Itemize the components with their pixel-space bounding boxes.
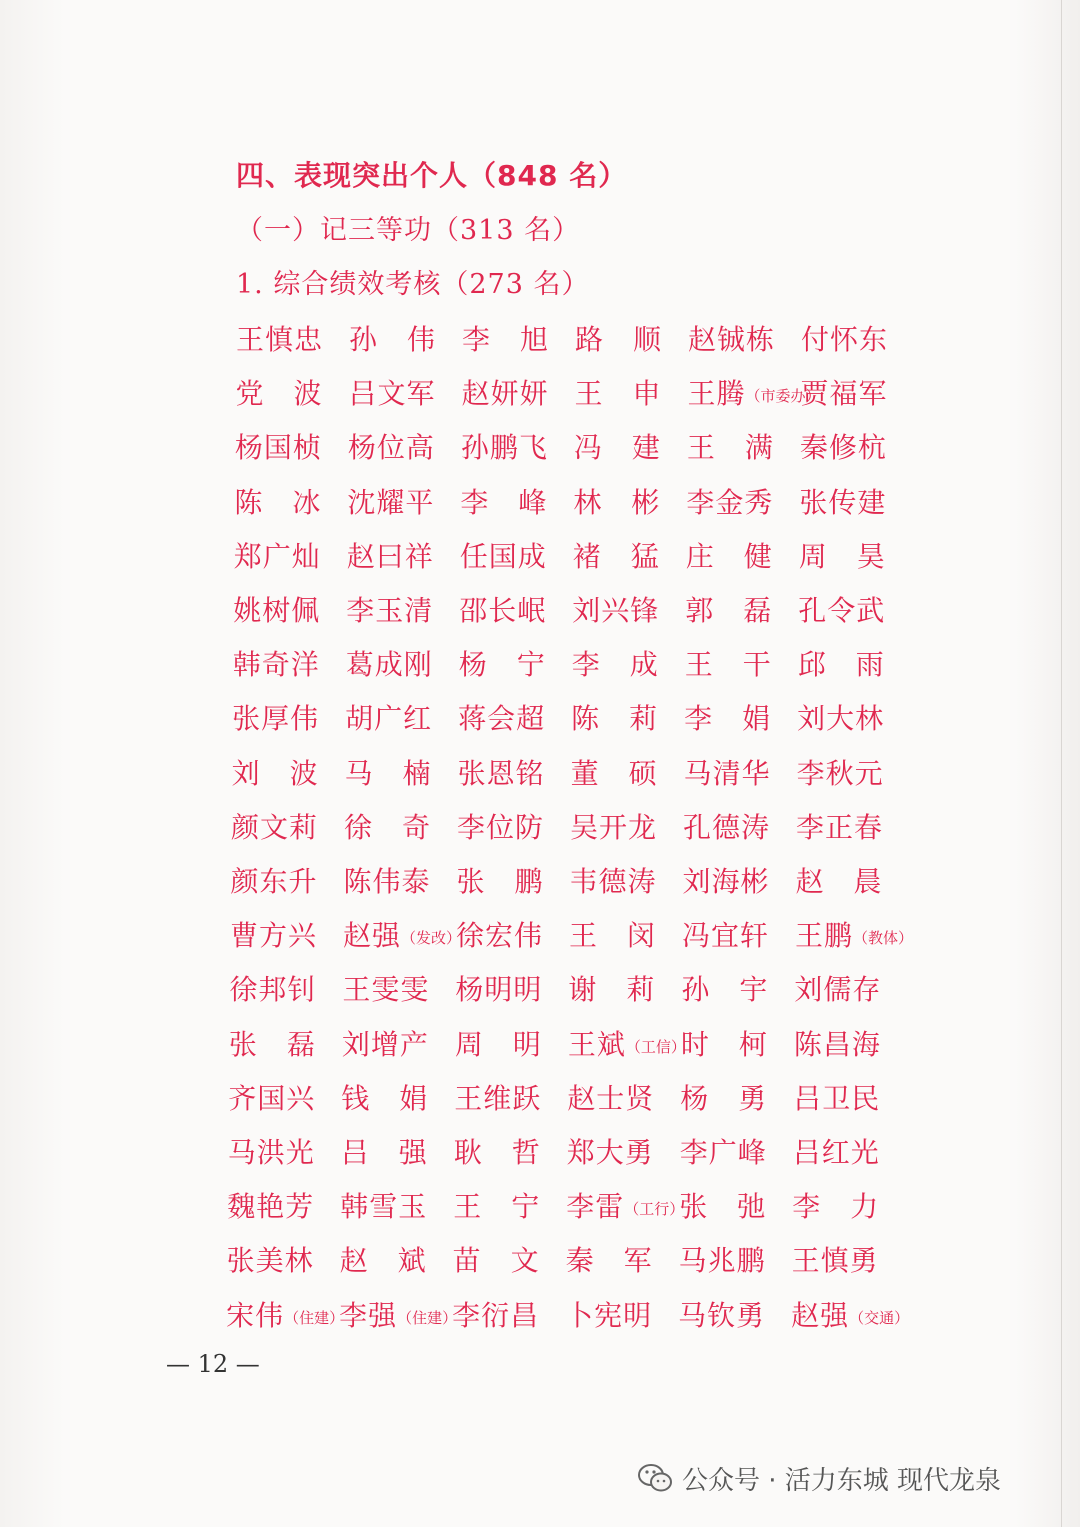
person-name (679, 1187, 766, 1227)
category-title: 1. 综合绩效考核（273 名） (236, 269, 590, 300)
person-name (793, 1079, 880, 1119)
person-name-text: 张 鹏 (456, 865, 544, 898)
person-name (461, 428, 548, 468)
person-name (349, 320, 436, 360)
person-name (454, 1079, 541, 1119)
name-row (232, 699, 992, 739)
person-name (460, 483, 547, 523)
person-name (347, 537, 434, 577)
person-name-text: 张美林 (226, 1244, 314, 1278)
person-name-text: 赵 斌 (339, 1244, 427, 1278)
person-name-text: 刘 波 (231, 756, 319, 790)
person-name-text: 陈伟泰 (343, 865, 431, 898)
wechat-icon (638, 1463, 672, 1493)
person-name-text: 周 昊 (798, 539, 886, 573)
name-row (230, 916, 990, 956)
person-name (684, 754, 771, 794)
person-name (799, 537, 886, 577)
person-name (341, 1133, 428, 1173)
person-name (233, 645, 320, 685)
person-name (234, 537, 321, 577)
person-name-text: 杨位高 (347, 431, 435, 465)
unit-note: （教体） (852, 929, 913, 948)
person-name-text: 郭 磊 (685, 594, 773, 627)
person-name-text: 孔德涛 (683, 810, 771, 844)
person-name-text: 林 彬 (573, 485, 661, 519)
person-name (794, 970, 881, 1010)
name-row (231, 808, 991, 848)
person-name (232, 754, 319, 794)
person-name-text: 王 宁 (453, 1190, 541, 1224)
name-row (229, 1025, 989, 1065)
person-name-text: 钱 娟 (341, 1081, 429, 1115)
name-row (235, 374, 995, 414)
person-name-text: 周 明 (454, 1027, 542, 1061)
name-row (227, 1241, 987, 1281)
person-name (569, 916, 656, 956)
person-name (798, 591, 885, 631)
person-name (681, 970, 768, 1010)
person-name-text: 李 娟 (684, 702, 772, 736)
name-row (236, 320, 996, 360)
person-name-text: 孙 宇 (681, 973, 769, 1007)
person-name-text: 葛成刚 (345, 648, 433, 682)
person-name-text: 胡广红 (345, 702, 433, 736)
name-row (226, 1296, 986, 1336)
person-name (456, 916, 543, 956)
person-name (792, 1241, 879, 1281)
person-name-text: 陈 莉 (571, 702, 659, 736)
person-name-text: 李雷 (566, 1190, 625, 1224)
person-name-text: 陈 冰 (234, 485, 322, 519)
person-name (226, 1296, 344, 1338)
person-name (341, 1079, 428, 1119)
person-name (574, 428, 661, 468)
person-name (458, 699, 545, 739)
person-name (574, 374, 661, 414)
person-name (794, 1025, 881, 1065)
person-name (457, 808, 544, 848)
person-name (791, 1296, 909, 1338)
person-name-text: 邵长岷 (459, 594, 547, 627)
person-name-text: 李正春 (796, 810, 884, 844)
person-name (793, 1133, 880, 1173)
person-name-text: 孔令武 (798, 594, 886, 627)
person-name (455, 970, 542, 1010)
person-name-text: 刘兴锋 (572, 594, 660, 627)
person-name-text: 秦 军 (565, 1244, 653, 1278)
person-name-text: 刘海彬 (682, 865, 770, 898)
person-name-text: 刘增产 (341, 1027, 429, 1061)
person-name (228, 1133, 315, 1173)
person-name-text: 杨 勇 (680, 1081, 768, 1115)
person-name (571, 699, 658, 739)
person-name-text: 张 弛 (679, 1190, 767, 1224)
person-name (346, 591, 433, 631)
person-name (339, 1296, 457, 1338)
person-name-text: 赵强 (342, 919, 401, 953)
person-name (458, 754, 545, 794)
person-name (342, 1025, 429, 1065)
person-name (795, 916, 913, 958)
person-name-text: 沈耀平 (347, 485, 435, 519)
person-name (571, 754, 658, 794)
person-name (462, 320, 549, 360)
person-name-text: 邱 雨 (797, 648, 885, 682)
person-name-text: 王 满 (686, 431, 774, 465)
person-name (232, 699, 319, 739)
person-name-text: 颜东升 (230, 865, 318, 898)
person-name (685, 591, 772, 631)
person-name-text: 李玉清 (346, 594, 434, 627)
person-name-text: 杨 宁 (458, 648, 546, 682)
person-name (688, 320, 775, 360)
person-name-text: 王 申 (574, 377, 662, 411)
person-name-text: 褚 猛 (572, 539, 660, 573)
person-name (227, 1187, 314, 1227)
person-name-text: 韩奇洋 (232, 648, 320, 682)
person-name-text: 颜文莉 (231, 810, 319, 844)
name-row (228, 1079, 988, 1119)
person-name (680, 1133, 767, 1173)
person-name-text: 郑广灿 (233, 539, 321, 573)
person-name-text: 魏艳芳 (227, 1190, 315, 1224)
person-name-text: 王鹏 (794, 919, 853, 953)
person-name (229, 1025, 316, 1065)
person-name-text: 张恩铭 (457, 756, 545, 790)
unit-note: （工信） (625, 1037, 686, 1056)
person-name-text: 任国成 (459, 539, 547, 573)
person-name (345, 699, 432, 739)
person-name (568, 970, 655, 1010)
name-row (235, 428, 995, 468)
name-row (233, 591, 993, 631)
watermark-text: 公众号 · 活力东城 现代龙泉 (682, 1465, 1002, 1496)
person-name (566, 1241, 653, 1281)
person-name-text: 贾福军 (800, 377, 888, 411)
person-name (227, 1241, 314, 1281)
name-row (228, 1133, 988, 1173)
person-name (684, 699, 771, 739)
person-name (347, 483, 434, 523)
person-name-text: 冯宜轩 (681, 919, 769, 953)
person-name (455, 1025, 542, 1065)
person-name-text: 李 峰 (460, 485, 548, 519)
person-name-text: 齐国兴 (228, 1081, 316, 1115)
person-name (801, 320, 888, 360)
person-name-text: 赵铖栋 (688, 323, 776, 356)
person-name (342, 970, 429, 1010)
person-name-text: 赵妍妍 (461, 377, 549, 411)
person-name-text: 王腾 (687, 377, 746, 411)
person-name-text: 卜宪明 (565, 1298, 653, 1332)
person-name (683, 862, 770, 902)
person-name (343, 916, 461, 958)
person-name (566, 1187, 684, 1229)
section-title: 四、表现突出个人（848 名） (236, 159, 628, 192)
person-name-text: 赵士贤 (567, 1081, 655, 1115)
person-name (686, 537, 773, 577)
person-name (573, 483, 660, 523)
unit-note: （市委办） (745, 387, 821, 406)
person-name (344, 862, 431, 902)
person-name-text: 吕 强 (340, 1136, 428, 1169)
person-name-text: 姚树佩 (233, 594, 321, 627)
person-name-text: 吕文军 (348, 377, 436, 411)
person-name-text: 吕红光 (792, 1136, 880, 1169)
person-name-text: 王雯雯 (342, 973, 430, 1007)
person-name (460, 537, 547, 577)
page-number: — 12 — (166, 1350, 260, 1378)
person-name-text: 马 楠 (344, 756, 432, 790)
person-name-text: 吕卫民 (793, 1081, 881, 1115)
person-name-text: 李位防 (457, 810, 545, 844)
name-row (233, 645, 993, 685)
watermark (638, 1456, 1001, 1500)
person-name-text: 徐宏伟 (455, 919, 543, 953)
person-name-text: 张 磊 (228, 1027, 316, 1061)
person-name (797, 699, 884, 739)
person-name (687, 428, 774, 468)
person-name-text: 宋伟 (226, 1298, 285, 1332)
person-name (565, 1296, 652, 1336)
person-name (453, 1187, 540, 1227)
person-name-text: 李金秀 (686, 485, 774, 519)
person-name-text: 张传建 (799, 485, 887, 519)
person-name (452, 1296, 539, 1336)
person-name (570, 808, 657, 848)
person-name-text: 马兆鹏 (678, 1244, 766, 1278)
person-name (796, 808, 883, 848)
person-name-text: 谢 莉 (568, 973, 656, 1007)
person-name-text: 李 成 (571, 648, 659, 682)
person-name (685, 645, 772, 685)
person-name (231, 808, 318, 848)
person-name (340, 1241, 427, 1281)
subsection-title: （一）记三等功（313 名） (236, 215, 581, 246)
person-name-text: 王慎勇 (791, 1244, 879, 1278)
person-name-text: 李广峰 (679, 1136, 767, 1169)
person-name-text: 徐 奇 (344, 810, 432, 844)
person-name (230, 916, 317, 956)
person-name (679, 1241, 766, 1281)
person-name-text: 孙鹏飞 (460, 431, 548, 465)
person-name-text: 党 波 (235, 377, 323, 411)
person-name-text: 徐邦钊 (229, 973, 317, 1007)
person-name (231, 862, 318, 902)
person-name-text: 李衍昌 (452, 1298, 540, 1332)
name-row (234, 483, 994, 523)
person-name-text: 刘儒存 (794, 973, 882, 1007)
name-row (229, 970, 989, 1010)
person-name (570, 862, 657, 902)
unit-note: （工行） (624, 1200, 685, 1219)
unit-note: （住建） (397, 1308, 458, 1327)
person-name-text: 刘大林 (797, 702, 885, 736)
person-name-text: 李 力 (792, 1190, 880, 1224)
person-name (234, 483, 321, 523)
person-name-text: 吴开龙 (570, 810, 658, 844)
person-name-text: 马洪光 (227, 1136, 315, 1169)
person-name (235, 428, 322, 468)
person-name-text: 路 顺 (575, 323, 663, 356)
person-name-text: 赵 晨 (795, 865, 883, 898)
unit-note: （住建） (284, 1308, 345, 1327)
person-name (573, 537, 660, 577)
person-name-text: 韦德涛 (569, 865, 657, 898)
person-name-text: 时 柯 (680, 1027, 768, 1061)
person-name-text: 赵曰祥 (346, 539, 434, 573)
person-name (459, 591, 546, 631)
person-name (792, 1187, 879, 1227)
person-name (233, 591, 320, 631)
person-name (683, 808, 770, 848)
person-name (678, 1296, 765, 1336)
person-name-text: 耿 哲 (453, 1136, 541, 1169)
person-name (682, 916, 769, 956)
person-name (567, 1079, 654, 1119)
person-name (567, 1133, 654, 1173)
person-name (681, 1025, 768, 1065)
person-name (572, 645, 659, 685)
person-name-text: 王维跃 (454, 1081, 542, 1115)
person-name (686, 483, 773, 523)
person-name-text: 蒋会超 (458, 702, 546, 736)
person-name-text: 秦修杭 (799, 431, 887, 465)
person-name (348, 374, 435, 414)
name-row (234, 537, 994, 577)
person-name-text: 韩雪玉 (340, 1190, 428, 1224)
person-name-text: 马清华 (683, 756, 771, 790)
person-name-text: 赵强 (791, 1298, 850, 1332)
person-name (236, 320, 323, 360)
person-name (344, 808, 431, 848)
person-name-text: 杨明明 (455, 973, 543, 1007)
person-name (798, 645, 885, 685)
person-name (680, 1079, 767, 1119)
person-name-text: 董 硕 (570, 756, 658, 790)
person-name (340, 1187, 427, 1227)
person-name-text: 曹方兴 (229, 919, 317, 953)
person-name-text: 王斌 (567, 1027, 626, 1061)
person-name-text: 李秋元 (796, 756, 884, 790)
person-name (796, 862, 883, 902)
person-name (457, 862, 544, 902)
person-name-text: 王慎忠 (236, 323, 324, 356)
person-name (575, 320, 662, 360)
person-name-text: 冯 建 (573, 431, 661, 465)
name-row (231, 862, 991, 902)
person-name-text: 王 闵 (568, 919, 656, 953)
person-name (797, 754, 884, 794)
person-name-text: 苗 文 (452, 1244, 540, 1278)
person-name (799, 483, 886, 523)
unit-note: （发改） (400, 929, 461, 948)
name-row (232, 754, 992, 794)
unit-note: （交通） (849, 1308, 910, 1327)
person-name (229, 970, 316, 1010)
person-name (453, 1241, 540, 1281)
person-name-text: 孙 伟 (349, 323, 437, 356)
person-name-text: 马钦勇 (678, 1298, 766, 1332)
person-name (454, 1133, 541, 1173)
person-name (800, 374, 887, 414)
person-name (346, 645, 433, 685)
person-name (568, 1025, 686, 1067)
person-name (461, 374, 548, 414)
person-name-text: 付怀东 (801, 323, 889, 356)
person-name (348, 428, 435, 468)
name-row (227, 1187, 987, 1227)
person-name-text: 张厚伟 (232, 702, 320, 736)
person-name (459, 645, 546, 685)
person-name (228, 1079, 315, 1119)
person-name (345, 754, 432, 794)
person-name-text: 李 旭 (462, 323, 550, 356)
person-name (572, 591, 659, 631)
person-name-text: 陈昌海 (793, 1027, 881, 1061)
person-name-text: 庄 健 (685, 539, 773, 573)
person-name-text: 王 干 (684, 648, 772, 682)
person-name-text: 郑大勇 (566, 1136, 654, 1169)
person-name-text: 杨国桢 (234, 431, 322, 465)
person-name (800, 428, 887, 468)
person-name-text: 李强 (339, 1298, 398, 1332)
person-name (235, 374, 322, 414)
